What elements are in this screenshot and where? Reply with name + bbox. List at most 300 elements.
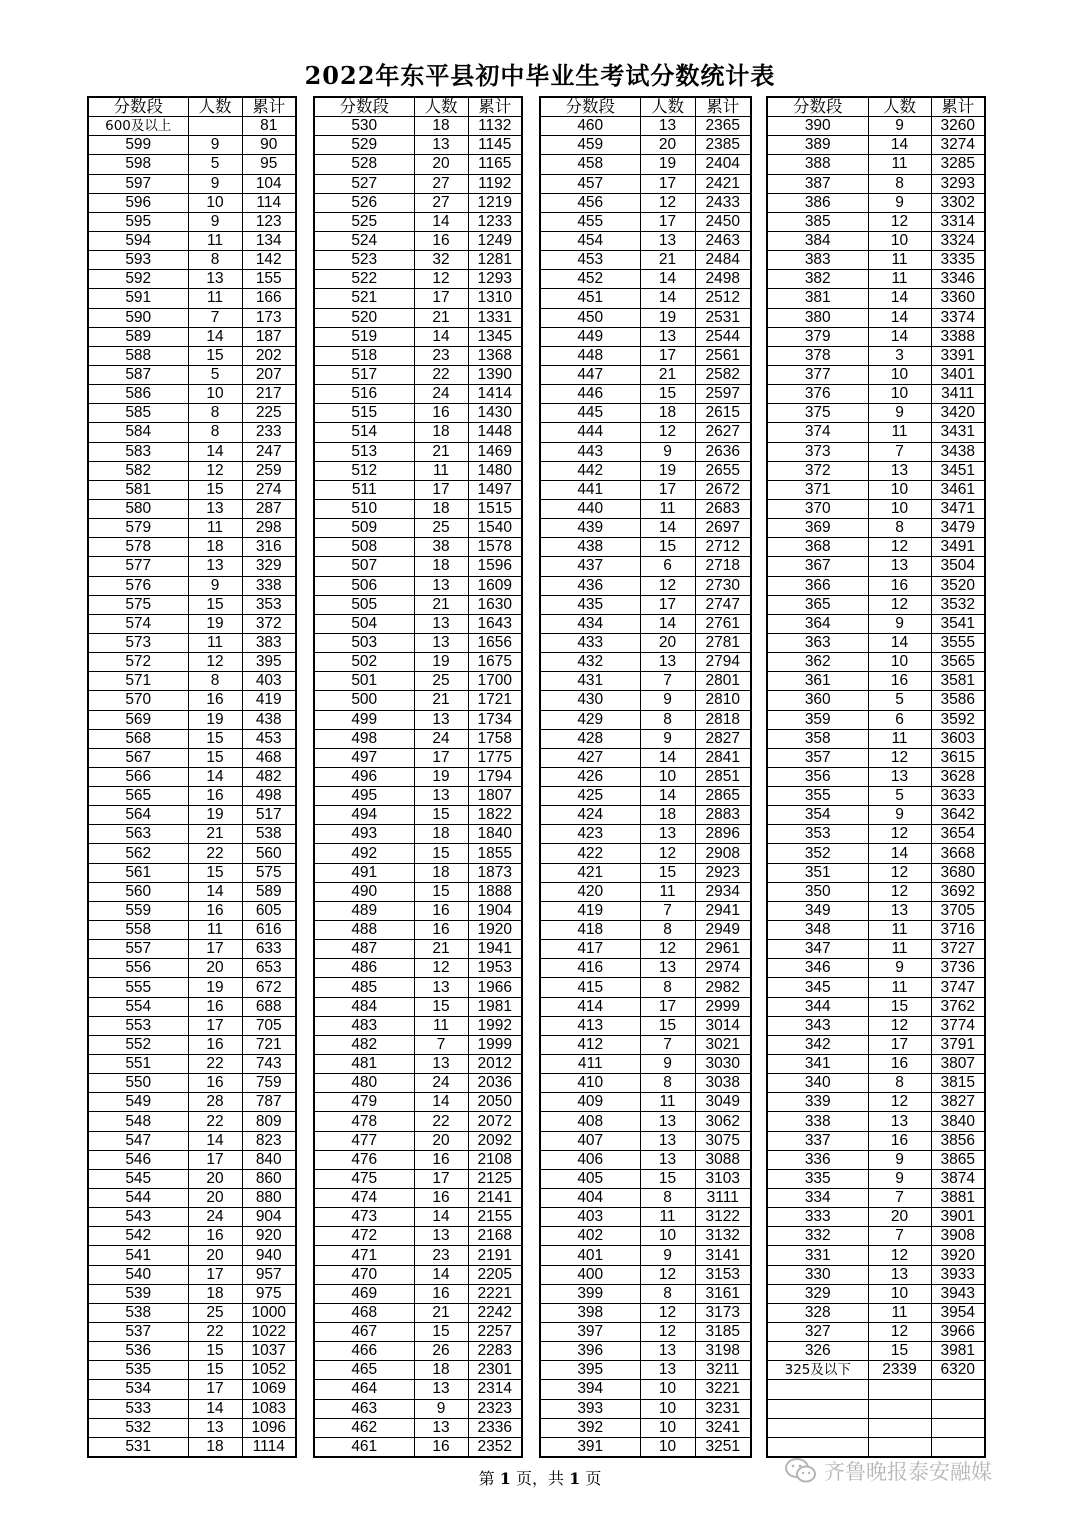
table-row	[767, 1093, 985, 1112]
table-row	[767, 442, 985, 461]
count-cell: 8	[868, 1074, 931, 1093]
table-row	[540, 480, 751, 499]
count-cell: 15	[188, 346, 242, 365]
cumulative-cell: 2941	[695, 901, 751, 920]
count-cell: 10	[868, 231, 931, 250]
cumulative-cell: 166	[242, 289, 296, 308]
score-range-cell: 398	[540, 1303, 640, 1322]
score-range-cell: 477	[314, 1131, 414, 1150]
count-cell: 17	[640, 346, 695, 365]
count-cell: 6	[640, 557, 695, 576]
score-range-cell: 427	[540, 748, 640, 767]
table-row	[540, 519, 751, 538]
score-range-cell: 418	[540, 921, 640, 940]
count-cell: 13	[640, 959, 695, 978]
table-row	[314, 710, 522, 729]
table-row	[767, 691, 985, 710]
table-row	[88, 959, 296, 978]
score-range-cell: 341	[767, 1055, 868, 1074]
count-cell: 12	[868, 1093, 931, 1112]
cumulative-cell: 3586	[931, 691, 985, 710]
table-row	[314, 614, 522, 633]
table-row	[540, 1016, 751, 1035]
wechat-icon	[784, 1457, 818, 1485]
cumulative-cell: 2851	[695, 767, 751, 786]
score-range-cell: 522	[314, 270, 414, 289]
count-cell: 9	[868, 1169, 931, 1188]
table-row	[767, 480, 985, 499]
cumulative-cell: 3132	[695, 1227, 751, 1246]
table-row	[767, 1380, 985, 1399]
cumulative-cell: 3062	[695, 1112, 751, 1131]
table-row	[767, 921, 985, 940]
cumulative-cell: 809	[242, 1112, 296, 1131]
table-row	[540, 1437, 751, 1457]
cumulative-cell: 3874	[931, 1169, 985, 1188]
cumulative-cell: 3411	[931, 385, 985, 404]
score-range-cell: 559	[88, 901, 188, 920]
cumulative-cell: 1758	[468, 729, 522, 748]
table-row	[88, 653, 296, 672]
count-cell: 24	[414, 1074, 468, 1093]
count-cell: 27	[414, 174, 468, 193]
table-row	[540, 1035, 751, 1054]
cumulative-cell: 3324	[931, 231, 985, 250]
count-cell: 3	[868, 346, 931, 365]
table-row	[540, 1418, 751, 1437]
count-cell: 11	[640, 499, 695, 518]
count-cell: 12	[414, 270, 468, 289]
table-row	[314, 231, 522, 250]
count-cell: 9	[868, 959, 931, 978]
count-cell: 16	[188, 901, 242, 920]
count-cell: 8	[640, 1074, 695, 1093]
count-cell: 5	[188, 365, 242, 384]
score-range-cell: 536	[88, 1342, 188, 1361]
score-range-cell: 586	[88, 385, 188, 404]
count-cell: 14	[188, 442, 242, 461]
score-range-cell: 335	[767, 1169, 868, 1188]
cumulative-cell: 3161	[695, 1284, 751, 1303]
cumulative-cell: 1920	[468, 921, 522, 940]
cumulative-cell: 2108	[468, 1150, 522, 1169]
table-row	[88, 978, 296, 997]
score-range-cell: 475	[314, 1169, 414, 1188]
count-cell: 10	[188, 193, 242, 212]
cumulative-cell: 2627	[695, 423, 751, 442]
count-cell: 17	[640, 174, 695, 193]
score-range-cell: 412	[540, 1035, 640, 1054]
table-row	[540, 997, 751, 1016]
cumulative-cell: 3185	[695, 1323, 751, 1342]
table-row	[88, 1342, 296, 1361]
cumulative-cell: 1430	[468, 404, 522, 423]
score-range-cell: 403	[540, 1208, 640, 1227]
table-row	[314, 1418, 522, 1437]
table-row	[88, 212, 296, 231]
table-row	[767, 1074, 985, 1093]
cumulative-cell: 2597	[695, 385, 751, 404]
score-range-cell: 349	[767, 901, 868, 920]
table-row	[540, 461, 751, 480]
table-row	[314, 1093, 522, 1112]
count-cell: 14	[868, 633, 931, 652]
score-range-cell: 575	[88, 595, 188, 614]
score-range-cell: 551	[88, 1055, 188, 1074]
score-range-cell: 512	[314, 461, 414, 480]
cumulative-cell: 605	[242, 901, 296, 920]
score-range-cell: 361	[767, 672, 868, 691]
count-cell: 9	[868, 404, 931, 423]
cumulative-cell: 3592	[931, 710, 985, 729]
count-cell: 18	[414, 557, 468, 576]
score-range-cell: 447	[540, 365, 640, 384]
cumulative-cell: 2205	[468, 1265, 522, 1284]
score-range-cell: 373	[767, 442, 868, 461]
cumulative-cell: 1145	[468, 136, 522, 155]
table-row	[767, 1437, 985, 1457]
score-range-cell: 438	[540, 538, 640, 557]
cumulative-cell: 1775	[468, 748, 522, 767]
score-range-cell: 372	[767, 461, 868, 480]
score-range-cell: 557	[88, 940, 188, 959]
cumulative-cell: 3603	[931, 729, 985, 748]
table-row	[767, 289, 985, 308]
cumulative-cell: 1721	[468, 691, 522, 710]
score-range-cell: 459	[540, 136, 640, 155]
cumulative-cell: 1966	[468, 978, 522, 997]
score-range-header: 分数段	[88, 97, 188, 117]
cumulative-cell: 202	[242, 346, 296, 365]
score-range-cell: 469	[314, 1284, 414, 1303]
table-row	[88, 423, 296, 442]
count-cell: 28	[188, 1093, 242, 1112]
score-range-cell: 442	[540, 461, 640, 480]
cumulative-cell: 2949	[695, 921, 751, 940]
table-header-row	[88, 97, 296, 117]
score-range-cell: 378	[767, 346, 868, 365]
cumulative-cell: 329	[242, 557, 296, 576]
table-row	[540, 270, 751, 289]
cumulative-cell: 3827	[931, 1093, 985, 1112]
count-cell: 11	[868, 251, 931, 270]
table-row	[88, 940, 296, 959]
count-cell: 13	[640, 1112, 695, 1131]
cumulative-cell: 2512	[695, 289, 751, 308]
table-row	[767, 729, 985, 748]
count-cell: 9	[868, 1150, 931, 1169]
count-cell: 10	[868, 365, 931, 384]
count-cell: 14	[868, 136, 931, 155]
table-row	[540, 787, 751, 806]
footer-mid: 页，共	[515, 1469, 564, 1488]
score-range-cell: 511	[314, 480, 414, 499]
score-range-cell: 348	[767, 921, 868, 940]
table-row	[540, 672, 751, 691]
count-cell: 11	[868, 155, 931, 174]
count-cell: 11	[868, 921, 931, 940]
cumulative-cell: 1233	[468, 212, 522, 231]
score-range-cell: 370	[767, 499, 868, 518]
score-range-cell: 582	[88, 461, 188, 480]
cumulative-cell: 743	[242, 1055, 296, 1074]
cumulative-cell: 2498	[695, 270, 751, 289]
cumulative-cell: 3981	[931, 1342, 985, 1361]
cumulative-cell: 904	[242, 1208, 296, 1227]
table-row	[88, 365, 296, 384]
cumulative-cell: 1807	[468, 787, 522, 806]
count-cell: 2339	[868, 1361, 931, 1380]
score-range-header: 分数段	[314, 97, 414, 117]
table-row	[88, 672, 296, 691]
count-cell: 14	[414, 1208, 468, 1227]
footer-page-number: 1	[499, 1469, 511, 1488]
table-row	[767, 365, 985, 384]
score-range-cell: 505	[314, 595, 414, 614]
count-cell: 13	[414, 978, 468, 997]
count-cell: 13	[640, 117, 695, 136]
count-cell: 19	[188, 978, 242, 997]
count-cell: 8	[640, 921, 695, 940]
score-range-cell: 548	[88, 1112, 188, 1131]
table-row	[540, 442, 751, 461]
table-row	[314, 691, 522, 710]
cumulative-cell: 1448	[468, 423, 522, 442]
table-row	[88, 136, 296, 155]
count-cell: 20	[188, 1169, 242, 1188]
table-row	[767, 1016, 985, 1035]
table-row	[314, 825, 522, 844]
score-range-cell: 332	[767, 1227, 868, 1246]
table-row	[540, 1189, 751, 1208]
cumulative-cell: 3231	[695, 1399, 751, 1418]
cumulative-cell: 1000	[242, 1303, 296, 1322]
count-cell: 16	[868, 1055, 931, 1074]
count-cell: 12	[640, 940, 695, 959]
cumulative-cell: 3314	[931, 212, 985, 231]
count-cell: 7	[868, 442, 931, 461]
score-range-cell: 516	[314, 385, 414, 404]
score-range-cell: 579	[88, 519, 188, 538]
cumulative-cell: 3014	[695, 1016, 751, 1035]
cumulative-cell: 3807	[931, 1055, 985, 1074]
cumulative-cell: 1192	[468, 174, 522, 193]
count-cell: 11	[188, 519, 242, 538]
cumulative-cell: 2801	[695, 672, 751, 691]
score-range-cell	[767, 1380, 868, 1399]
score-range-cell: 490	[314, 882, 414, 901]
score-range-cell: 367	[767, 557, 868, 576]
count-cell: 5	[868, 691, 931, 710]
cumulative-cell: 3727	[931, 940, 985, 959]
score-range-cell: 542	[88, 1227, 188, 1246]
cumulative-cell: 1281	[468, 251, 522, 270]
table-row	[767, 461, 985, 480]
count-cell: 15	[868, 1342, 931, 1361]
cumulative-cell: 1096	[242, 1418, 296, 1437]
score-range-cell: 594	[88, 231, 188, 250]
count-cell: 13	[414, 1380, 468, 1399]
score-range-cell: 529	[314, 136, 414, 155]
cumulative-cell: 3274	[931, 136, 985, 155]
score-range-cell: 461	[314, 1437, 414, 1457]
cumulative-cell: 1992	[468, 1016, 522, 1035]
table-row	[88, 519, 296, 538]
table-row	[540, 806, 751, 825]
score-range-cell: 547	[88, 1131, 188, 1150]
score-range-cell: 572	[88, 653, 188, 672]
score-range-cell: 390	[767, 117, 868, 136]
table-row	[88, 251, 296, 270]
count-cell: 5	[868, 787, 931, 806]
table-row	[314, 1437, 522, 1457]
score-range-cell: 359	[767, 710, 868, 729]
score-range-cell: 471	[314, 1246, 414, 1265]
score-range-cell: 414	[540, 997, 640, 1016]
cumulative-cell: 3021	[695, 1035, 751, 1054]
count-cell: 21	[414, 595, 468, 614]
score-range-cell: 489	[314, 901, 414, 920]
table-row	[88, 806, 296, 825]
count-cell: 18	[640, 806, 695, 825]
count-cell: 11	[188, 289, 242, 308]
cumulative-cell: 2747	[695, 595, 751, 614]
count-cell: 12	[640, 1303, 695, 1322]
score-range-cell: 580	[88, 499, 188, 518]
cumulative-cell: 1609	[468, 576, 522, 595]
count-cell: 21	[414, 940, 468, 959]
cumulative-cell: 3491	[931, 538, 985, 557]
count-cell: 20	[188, 1189, 242, 1208]
table-row	[540, 1361, 751, 1380]
cumulative-cell: 2934	[695, 882, 751, 901]
table-row	[88, 882, 296, 901]
count-cell: 8	[640, 1284, 695, 1303]
count-cell: 16	[188, 691, 242, 710]
table-row	[88, 1246, 296, 1265]
table-row	[88, 1323, 296, 1342]
count-cell: 15	[188, 748, 242, 767]
score-range-cell: 456	[540, 193, 640, 212]
score-range-cell: 340	[767, 1074, 868, 1093]
score-range-cell: 338	[767, 1112, 868, 1131]
score-range-cell: 498	[314, 729, 414, 748]
cumulative-cell: 3966	[931, 1323, 985, 1342]
table-row	[88, 863, 296, 882]
score-range-cell: 337	[767, 1131, 868, 1150]
score-range-cell: 407	[540, 1131, 640, 1150]
table-row	[767, 614, 985, 633]
cumulative-cell: 1822	[468, 806, 522, 825]
score-range-cell: 566	[88, 767, 188, 786]
cumulative-cell: 538	[242, 825, 296, 844]
cumulative-cell: 3198	[695, 1342, 751, 1361]
count-cell: 14	[868, 327, 931, 346]
table-row	[88, 1227, 296, 1246]
score-table-4	[766, 96, 986, 1458]
cumulative-cell: 6320	[931, 1361, 985, 1380]
table-row	[767, 825, 985, 844]
table-row	[88, 538, 296, 557]
count-cell: 13	[414, 1055, 468, 1074]
score-range-cell: 429	[540, 710, 640, 729]
score-range-cell: 365	[767, 595, 868, 614]
score-range-cell: 396	[540, 1342, 640, 1361]
cumulative-cell: 1219	[468, 193, 522, 212]
table-row	[540, 365, 751, 384]
score-range-cell: 501	[314, 672, 414, 691]
score-range-cell: 560	[88, 882, 188, 901]
cumulative-cell: 1469	[468, 442, 522, 461]
score-range-cell: 441	[540, 480, 640, 499]
score-range-cell: 362	[767, 653, 868, 672]
score-range-cell: 538	[88, 1303, 188, 1322]
cumulative-cell: 1941	[468, 940, 522, 959]
score-range-cell: 468	[314, 1303, 414, 1322]
cumulative-cell: 3933	[931, 1265, 985, 1284]
score-range-cell: 339	[767, 1093, 868, 1112]
table-row	[88, 499, 296, 518]
table-row	[88, 691, 296, 710]
table-row	[540, 882, 751, 901]
table-row	[767, 1131, 985, 1150]
table-row	[314, 672, 522, 691]
cumulative-cell: 298	[242, 519, 296, 538]
cumulative-cell: 187	[242, 327, 296, 346]
table-row	[767, 653, 985, 672]
score-range-cell: 389	[767, 136, 868, 155]
cumulative-cell: 3774	[931, 1016, 985, 1035]
count-cell: 14	[640, 270, 695, 289]
cumulative-cell: 2781	[695, 633, 751, 652]
count-cell: 11	[868, 978, 931, 997]
footer-total-pages: 1	[569, 1469, 581, 1488]
count-cell: 11	[414, 461, 468, 480]
table-row	[88, 1418, 296, 1437]
table-row	[314, 653, 522, 672]
table-row	[540, 423, 751, 442]
count-cell: 16	[188, 1035, 242, 1054]
score-range-cell: 385	[767, 212, 868, 231]
score-range-cell: 439	[540, 519, 640, 538]
table-row	[88, 461, 296, 480]
cumulative-cell: 688	[242, 997, 296, 1016]
table-row	[767, 1150, 985, 1169]
cumulative-cell: 1540	[468, 519, 522, 538]
table-row	[314, 1399, 522, 1418]
count-cell: 7	[868, 1227, 931, 1246]
table-row	[767, 1303, 985, 1322]
cumulative-cell: 2908	[695, 844, 751, 863]
score-range-cell: 388	[767, 155, 868, 174]
score-range-cell	[767, 1437, 868, 1457]
cumulative-cell: 3668	[931, 844, 985, 863]
count-cell: 13	[414, 614, 468, 633]
score-range-cell: 470	[314, 1265, 414, 1284]
score-range-cell: 455	[540, 212, 640, 231]
count-cell: 18	[414, 499, 468, 518]
cumulative-cell: 3840	[931, 1112, 985, 1131]
table-row	[540, 346, 751, 365]
table-row	[767, 231, 985, 250]
count-cell: 12	[868, 825, 931, 844]
count-cell: 18	[414, 423, 468, 442]
count-cell: 16	[414, 231, 468, 250]
score-range-cell: 329	[767, 1284, 868, 1303]
table-row	[540, 1303, 751, 1322]
table-row	[540, 691, 751, 710]
table-row	[540, 404, 751, 423]
